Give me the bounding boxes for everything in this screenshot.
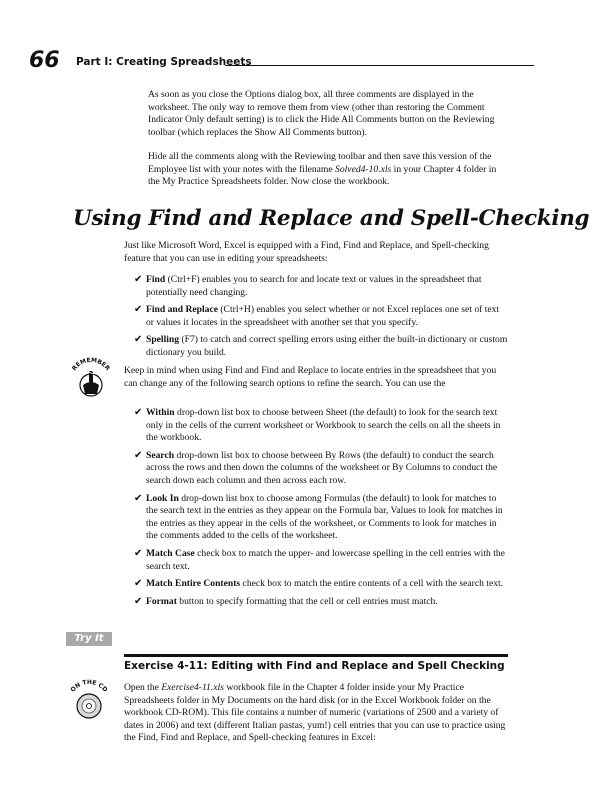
section-intro: Just like Microsoft Word, Excel is equipped with a Find, Find and Replace, and Spell-checking feature that you can use in editing your spreadsheets: xyxy=(124,240,489,264)
check-bullet-icon: ✔ xyxy=(134,304,143,316)
page-header xyxy=(29,49,534,73)
list-item: ✔ Find (Ctrl+F) enables you to search for and locate text or values in the spreadsheet that potentially need changing. xyxy=(134,274,482,298)
part-title: Part I: Creating Spreadsheets xyxy=(76,56,252,68)
check-bullet-icon: ✔ xyxy=(134,547,143,559)
check-bullet-icon: ✔ xyxy=(134,407,143,418)
list-item: ✔ Spelling (F7) to catch and correct spelling errors using either the built-in dictionary or custom dictionary you build. xyxy=(134,334,508,358)
list-item: ✔ Format button to specify formatting that the cell or cell entries must match. xyxy=(134,595,438,607)
list-item: ✔ Search drop-down list box to choose between By Rows (the default) to conduct the search across the rows and then down the columns of the worksheet or By Columns to conduct the search down each column and then across each row. xyxy=(134,449,498,486)
exercise-title: Exercise 4-11: Editing with Find and Replace and Spell Checking xyxy=(124,660,505,672)
list-item: ✔ Match Case check box to match the upper- and lowercase spelling in the cell entries with the search text. xyxy=(134,547,505,572)
try-it-tag: Try It xyxy=(66,632,112,646)
list-item: ✔ Match Entire Contents check box to match the entire contents of a cell with the search text. xyxy=(134,578,504,590)
check-bullet-icon: ✔ xyxy=(134,578,143,590)
search-options-list xyxy=(134,407,508,608)
remember-paragraph: Keep in mind when using Find and Find and Replace to locate entries in the spreadsheet that you can change any of the following search options to refine the search. You can use the xyxy=(124,365,497,389)
check-bullet-icon: ✔ xyxy=(134,274,143,285)
check-bullet-icon: ✔ xyxy=(134,449,143,461)
feature-list xyxy=(134,274,508,360)
list-item: ✔ Look In drop-down list box to choose among Formulas (the default) to look for matches to the search text in the entries as they appear on the Formula bar, Values to look for matches in the entries as they appear in the cells of the worksheet, or Comments to look for matches in the comments added to the cells of the worksheet. xyxy=(134,492,503,542)
header-rule xyxy=(225,65,534,66)
exercise-paragraph: Open the Exercise4-11.xls workbook file in the Chapter 4 folder inside your My Practice Spreadsheets folder in My Documents on the hard disk (or in the Excel Workbook folder on the workbook CD-ROM). This file contains a number of numeric (variations of 2500 and a variety of dates in 2006) and text (different Italian pastas, yum!) cell entries that you can use to practice using the Find, Find and Replace, and Spell-checking features in Excel: xyxy=(124,682,506,744)
intro-paragraph-1: As soon as you close the Options dialog box, all three comments are displayed in the worksheet. The only way to remove them from view (other than restoring the Comment Indicator Only default setting) is to click the Hide All Comments button on the Reviewing toolbar (which replaces the Show All Comments button). xyxy=(148,89,495,138)
remember-icon xyxy=(66,355,116,405)
check-bullet-icon: ✔ xyxy=(134,595,143,607)
exercise-rule xyxy=(124,654,508,657)
page-number: 66 xyxy=(29,48,60,73)
section-heading: Using Find and Replace and Spell-Checking xyxy=(73,206,590,231)
svg-text:REMEMBER: REMEMBER xyxy=(70,356,112,373)
filename: Exercise4-11.xls xyxy=(161,682,224,693)
on-the-cd-icon xyxy=(64,676,114,726)
list-item: ✔ Find and Replace (Ctrl+H) enables you select whether or not Excel replaces one set of text or values it locates in the spreadsheet with another set that you specify. xyxy=(134,304,500,328)
check-bullet-icon: ✔ xyxy=(134,492,143,504)
svg-text:ON THE CD: ON THE CD xyxy=(69,678,109,694)
intro-paragraph-2: Hide all the comments along with the Reviewing toolbar and then save this version of the Employee list with your notes with the filename Solved4-10.xls in your Chapter 4 folder in the My Practice Spreadsheets folder. Now close the workbook. xyxy=(148,151,497,188)
filename: Solved4-10.xls xyxy=(335,163,392,175)
check-bullet-icon: ✔ xyxy=(134,334,143,346)
list-item: ✔ Within drop-down list box to choose between Sheet (the default) to look for the search text only in the cells of the current worksheet or Workbook to search the cells on all the sheets in the workbook. xyxy=(134,407,501,444)
